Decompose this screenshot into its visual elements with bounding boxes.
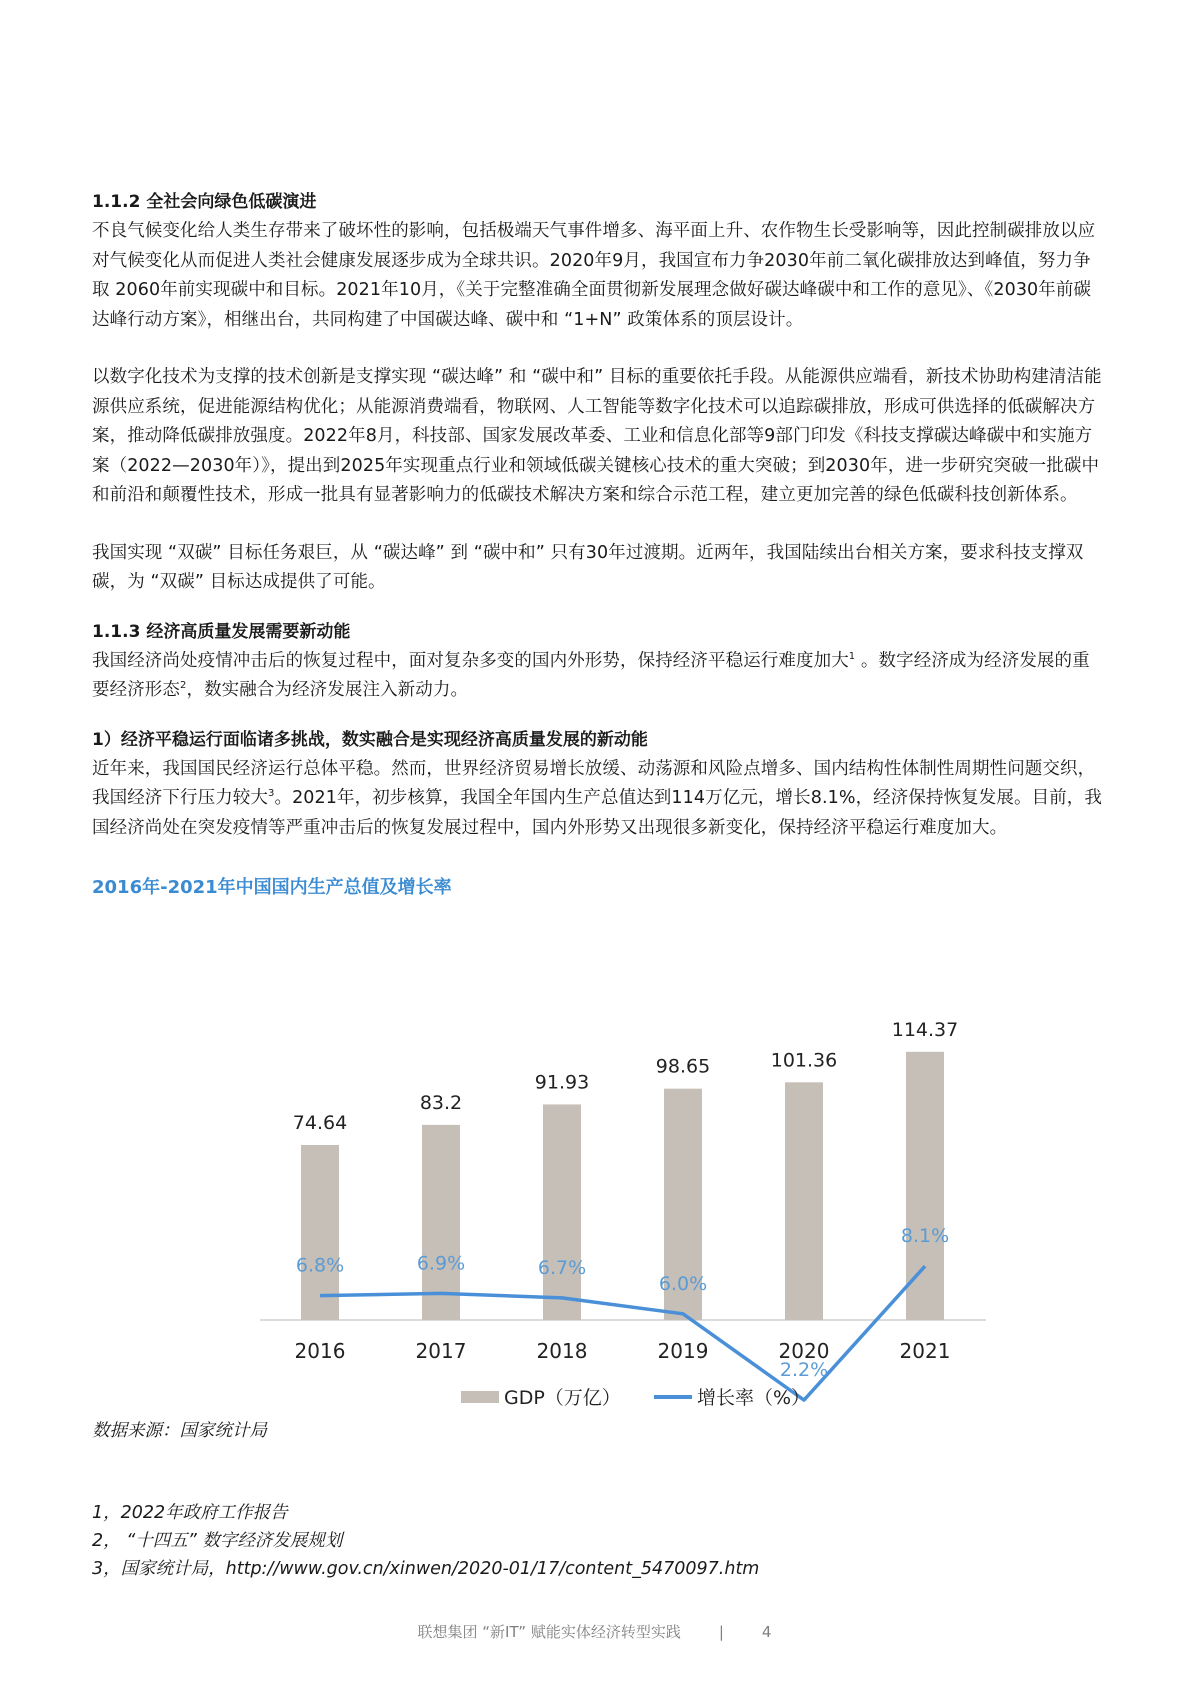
chart-title: 2016年-2021年中国国内生产总值及增长率 bbox=[92, 877, 452, 898]
growth-rate-label: 6.0% bbox=[658, 1272, 708, 1295]
paragraph: 我国经济尚处疫情冲击后的恢复过程中，面对复杂多变的国内外形势，保持经济平稳运行难度加大$^1$ 。数字经济成为经济发展的重要经济形态$^2$，数实融合为经济发展注入新动力。 bbox=[92, 650, 1090, 700]
gdp-bar bbox=[785, 1082, 823, 1320]
legend-gdp-swatch bbox=[461, 1391, 499, 1403]
section-heading-1-1-2: 1.1.2 全社会向绿色低碳演进 bbox=[92, 192, 317, 212]
gdp-value-label: 98.65 bbox=[655, 1055, 711, 1078]
x-tick-label: 2016 bbox=[294, 1339, 346, 1363]
gdp-value-label: 83.2 bbox=[419, 1091, 463, 1114]
gdp-value-label: 101.36 bbox=[770, 1049, 838, 1072]
gdp-value-label: 114.37 bbox=[891, 1018, 959, 1041]
growth-rate-label: 6.8% bbox=[295, 1254, 345, 1277]
paragraph: 以数字化技术为支撑的技术创新是支撑实现 “碳达峰” 和 “碳中和” 目标的重要依托手段。从能源供应端看，新技术协助构建清洁能源供应系统，促进能源结构优化；从能源消费端看，物联网、人工智能等数字化技术可以追踪碳排放，形成可供选择的低碳解决方案，推动降低碳排放强度。2022年8月，科技部、国家发展改革委、工业和信息化部等9部门印发《科技支撑碳达峰碳中和实施方案（2022—2030年）》，提出到2025年实现重点行业和领域低碳关键核心技术的重大突破；到2030年，进一步研究突破一批碳中和前沿和颠覆性技术，形成一批具有显著影响力的低碳技术解决方案和综合示范工程，建立更加完善的绿色低碳科技创新体系。 bbox=[92, 367, 1102, 505]
footnote: 2， “十四五” 数字经济发展规划 bbox=[92, 1531, 343, 1551]
section-heading-1-1-3: 1.1.3 经济高质量发展需要新动能 bbox=[92, 621, 351, 642]
gdp-value-label: 91.93 bbox=[534, 1071, 590, 1094]
x-tick-label: 2018 bbox=[536, 1339, 588, 1363]
main-content bbox=[92, 188, 1102, 899]
gdp-value-label: 74.64 bbox=[292, 1111, 348, 1134]
page-footer bbox=[0, 1621, 1189, 1642]
gdp-bar bbox=[422, 1125, 460, 1320]
paragraph: 我国实现 “双碳” 目标任务艰巨，从 “碳达峰” 到 “碳中和” 只有30年过渡期。近两年，我国陆续出台相关方案，要求科技支撑双碳，为 “双碳” 目标达成提供了可能。 bbox=[92, 542, 1084, 592]
growth-rate-label: 2.2% bbox=[779, 1359, 829, 1382]
footnote: 3，国家统计局，http://www.gov.cn/xinwen/2020-01/17/content_5470097.htm bbox=[92, 1559, 760, 1579]
growth-rate-label: 6.9% bbox=[416, 1252, 466, 1275]
footnote-ref: 1 bbox=[848, 650, 856, 662]
gdp-bar bbox=[543, 1104, 581, 1320]
x-tick-label: 2021 bbox=[899, 1339, 951, 1363]
x-tick-label: 2020 bbox=[778, 1339, 830, 1363]
footnotes bbox=[92, 1499, 759, 1583]
growth-rate-line bbox=[320, 1266, 925, 1400]
growth-rate-label: 8.1% bbox=[900, 1225, 950, 1248]
footnote: 1，2022年政府工作报告 bbox=[92, 1503, 288, 1523]
gdp-chart bbox=[0, 1000, 1189, 1410]
legend-growth-label: 增长率（%） bbox=[697, 1387, 811, 1409]
x-tick-label: 2019 bbox=[657, 1339, 709, 1363]
footer-title: 联想集团 “新IT” 赋能实体经济转型实践 bbox=[417, 1623, 681, 1641]
footnote-ref: 3 bbox=[268, 788, 275, 800]
subsection-heading-1: 1）经济平稳运行面临诸多挑战，数实融合是实现经济高质量发展的新动能 bbox=[92, 729, 648, 750]
footer-separator: | bbox=[718, 1623, 724, 1641]
paragraph: 近年来，我国国民经济运行总体平稳。然而，世界经济贸易增长放缓、动荡源和风险点增多、国内结构性体制性周期性问题交织，我国经济下行压力较大$^3$。2021年，初步核算，我国全年国内生产总值达到114万亿元，增长8.1%，经济保持恢复发展。目前，我国经济尚处在突发疫情等严重冲击后的恢复发展过程中，国内外形势又出现很多新变化，保持经济平稳运行难度加大。 bbox=[92, 758, 1102, 838]
paragraph: 不良气候变化给人类生存带来了破坏性的影响，包括极端天气事件增多、海平面上升、农作物生长受影响等，因此控制碳排放以应对气候变化从而促进人类社会健康发展逐步成为全球共识。2020年9月，我国宣布力争2030年前二氧化碳排放达到峰值，努力争取 2060年前实现碳中和目标。2021年10月，《关于完整准确全面贯彻新发展理念做好碳达峰碳中和工作的意见》、《2030年前碳达峰行动方案》，相继出台，共同构建了中国碳达峰、碳中和 “1+N” 政策体系的顶层设计。 bbox=[92, 221, 1096, 330]
growth-rate-label: 6.7% bbox=[537, 1256, 587, 1279]
data-source: 数据来源：国家统计局 bbox=[92, 1421, 267, 1441]
footnote-ref: 2 bbox=[180, 680, 187, 692]
page-number: 4 bbox=[761, 1623, 772, 1641]
x-tick-label: 2017 bbox=[415, 1339, 467, 1363]
legend-gdp-label: GDP（万亿） bbox=[504, 1387, 621, 1409]
